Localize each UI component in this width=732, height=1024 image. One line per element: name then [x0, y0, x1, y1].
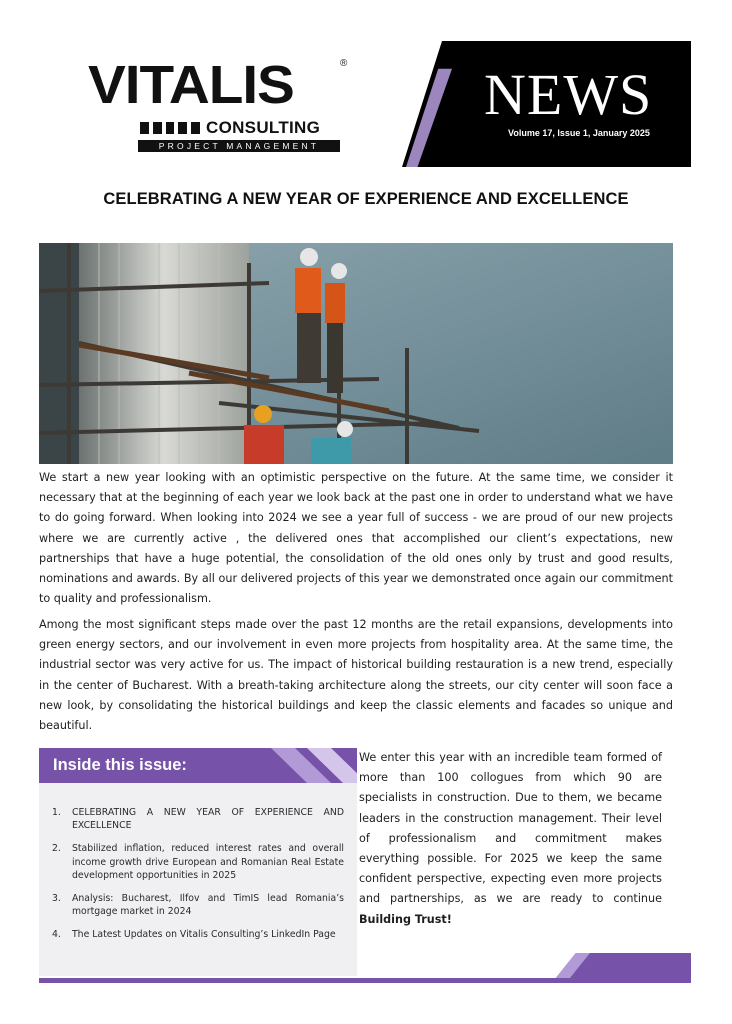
inside-issue-header — [39, 748, 357, 783]
news-banner — [402, 41, 691, 167]
logo-dots-icon — [140, 122, 200, 134]
inside-issue-list — [52, 806, 344, 952]
registered-mark: ® — [340, 58, 348, 69]
body-paragraph-1: We start a new year looking with an optimistic perspective on the future. At the same time, we consider it necessary that at the beginning of each year we look back at the past one in order to understand what we have to do going forward. When looking into 2024 we see a year full of success - we are proud of our new projects where we are currently active , the delivered ones that accomplished our client’s expectations, new partnerships that have a huge potential, the consolidation of the old ones only by trust and good results, nominations and awards. By all our delivered projects of this year we demonstrated once again our commitment to quality and professionalism. — [39, 471, 673, 606]
construction-photo — [39, 243, 673, 464]
logo-consulting: CONSULTING — [206, 118, 321, 137]
body-paragraph-2: Among the most significant steps made over the past 12 months are the retail expansions, developments into green energy sectors, and our involvement in even more projects from hospitality area. At the same time, the industrial sector was very active for us. The impact of historical building restauration is a new trend, especially in the center of Bucharest. With a breath-taking architecture along the streets, our city center will soon face a new look, by consolidating the historical buildings and keep the classic elements and facades so unique and beautiful. — [39, 618, 673, 733]
vitalis-logo — [88, 55, 350, 154]
issue-item[interactable] — [52, 928, 344, 941]
issue-item-text: The Latest Updates on Vitalis Consulting’s LinkedIn Page — [72, 929, 336, 941]
inside-issue-heading: Inside this issue: — [53, 756, 187, 774]
logo-wordmark: VITALIS — [88, 55, 294, 115]
issue-item-number: 3. — [52, 893, 61, 905]
footer-bar — [39, 978, 691, 983]
issue-item-text: Analysis: Bucharest, Ilfov and TimIS lead Romania’s mortgage market in 2024 — [72, 893, 344, 918]
issue-item-number: 4. — [52, 929, 61, 941]
page-headline: CELEBRATING A NEW YEAR OF EXPERIENCE AND EXCELLENCE — [103, 190, 629, 208]
issue-item-number: 2. — [52, 843, 61, 855]
issue-item[interactable] — [52, 842, 344, 882]
paragraph-3-text: We enter this year with an incredible team formed of more than 100 collogues from which 90 are specialists in construction. Due to them, we became leaders in the construction management. Their level of professionalism and commitment makes everything possible. For 2025 we keep the same confident perspective, expecting even more projects and partnerships, as we are ready to continue — [359, 751, 662, 906]
body-paragraph-3 — [359, 748, 662, 930]
issue-item[interactable] — [52, 806, 344, 832]
issue-item-text: Stabilized inflation, reduced interest rates and overall income growth drive European and Romanian Real Estate development opportunities in 2025 — [72, 843, 344, 881]
logo-tagline: PROJECT MANAGEMENT — [138, 140, 340, 152]
issue-info: Volume 17, Issue 1, January 2025 — [508, 128, 650, 138]
news-title: NEWS — [484, 62, 653, 127]
issue-item-number: 1. — [52, 807, 61, 818]
closing-slogan: Building Trust! — [359, 912, 452, 926]
issue-item-text: CELEBRATING A NEW YEAR OF EXPERIENCE AND EXCELLENCE — [72, 807, 344, 832]
issue-item[interactable] — [52, 892, 344, 918]
